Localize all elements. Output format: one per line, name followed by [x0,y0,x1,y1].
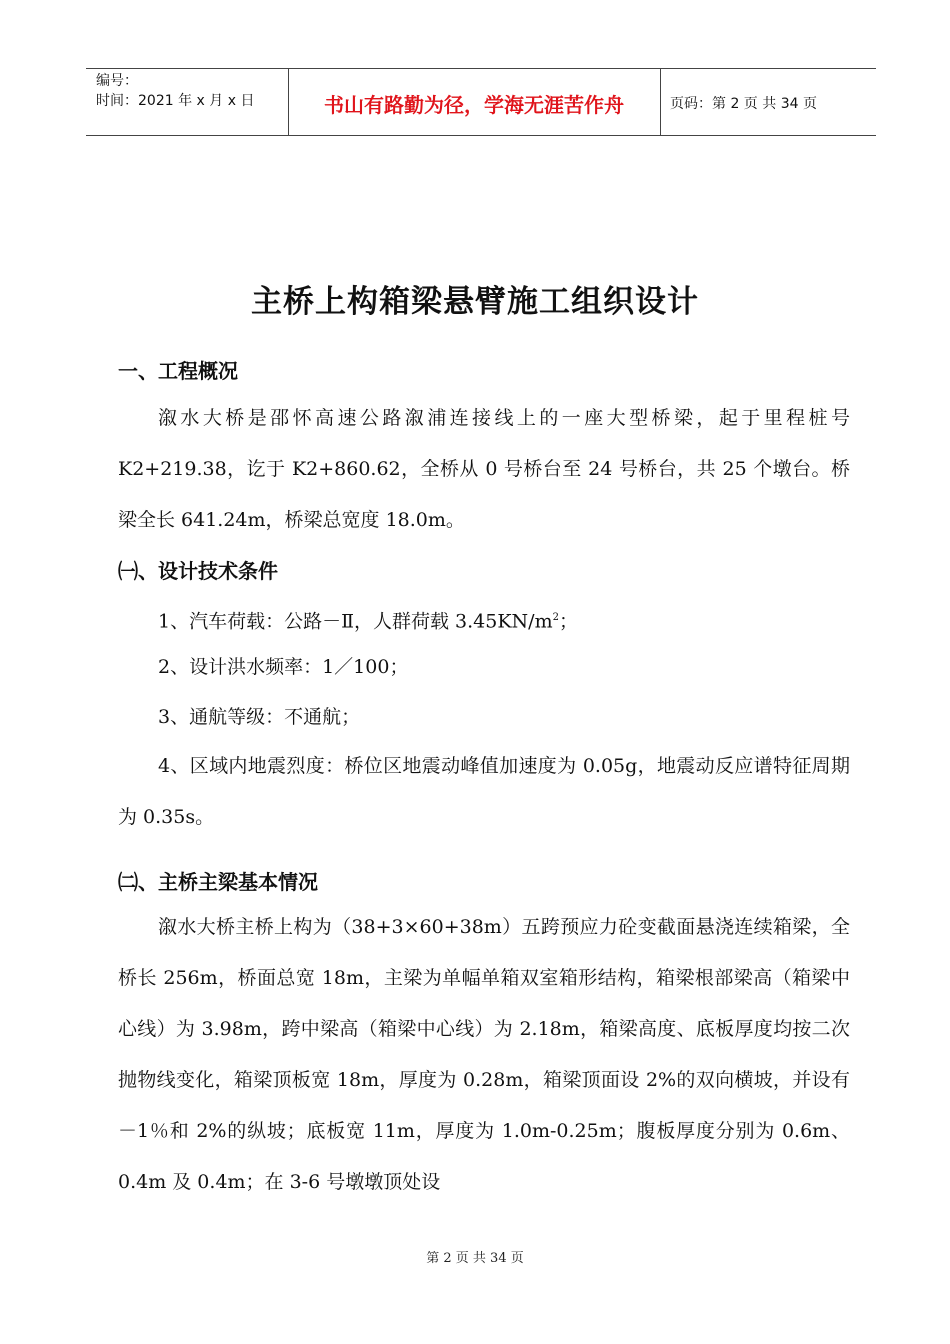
design-condition-item: 2、设计洪水频率：1／100； [158,656,409,678]
page-header [86,68,876,136]
page-footer: 第 2 页 共 34 页 [426,1251,524,1266]
header-motto: 书山有路勤为径，学海无涯苦作舟 [324,93,624,117]
item-text: 1、汽车荷载：公路－Ⅱ，人群荷载 3.45KN/m [158,610,553,633]
design-condition-item: 4、区域内地震烈度：桥位区地震动峰值加速度为 0.05g，地震动反应谱特征周期为 0.35s。 [118,755,850,828]
overview-paragraph: 溆水大桥是邵怀高速公路溆浦连接线上的一座大型桥梁，起于里程桩号 K2+219.38，讫于 K2+860.62，全桥从 0 号桥台至 24 号桥台，共 25 个墩台。桥梁全长 641.24m，桥梁总宽度 18.0m。 [118,407,850,531]
section-heading-overview: 一、工程概况 [118,359,238,383]
item-text: ； [558,610,578,633]
design-condition-item: 3、通航等级：不通航； [158,706,361,728]
header-divider [660,69,661,135]
header-meta [96,71,286,111]
header-page-info: 页码：第 2 页 共 34 页 [670,96,817,112]
time-label: 时间：2021 年 x 月 x 日 [96,93,255,109]
superscript: 2 [552,612,559,623]
section-heading-design-conditions: ㈠、设计技术条件 [118,559,278,583]
design-condition-item [118,592,850,647]
number-label: 编号： [96,73,138,89]
section-heading-main-girder: ㈡、主桥主梁基本情况 [118,870,318,894]
main-girder-paragraph: 溆水大桥主桥上构为（38+3×60+38m）五跨预应力砼变截面悬浇连续箱梁，全桥长 256m，桥面总宽 18m，主梁为单幅单箱双室箱形结构，箱梁根部梁高（箱梁中心线）为 3.98m，跨中梁高（箱梁中心线）为 2.18m，箱梁高度、底板厚度均按二次抛物线变化，箱梁顶板宽 18m，厚度为 0.28m，箱梁顶面设 2%的双向横坡，并设有－1％和 2%的纵坡；底板宽 11m，厚度为 1.0m-0.25m；腹板厚度分别为 0.6m、0.4m 及 0.4m；在 3-6 号墩墩顶处设 [118,916,850,1193]
document-title: 主桥上构箱梁悬臂施工组织设计 [251,284,699,320]
